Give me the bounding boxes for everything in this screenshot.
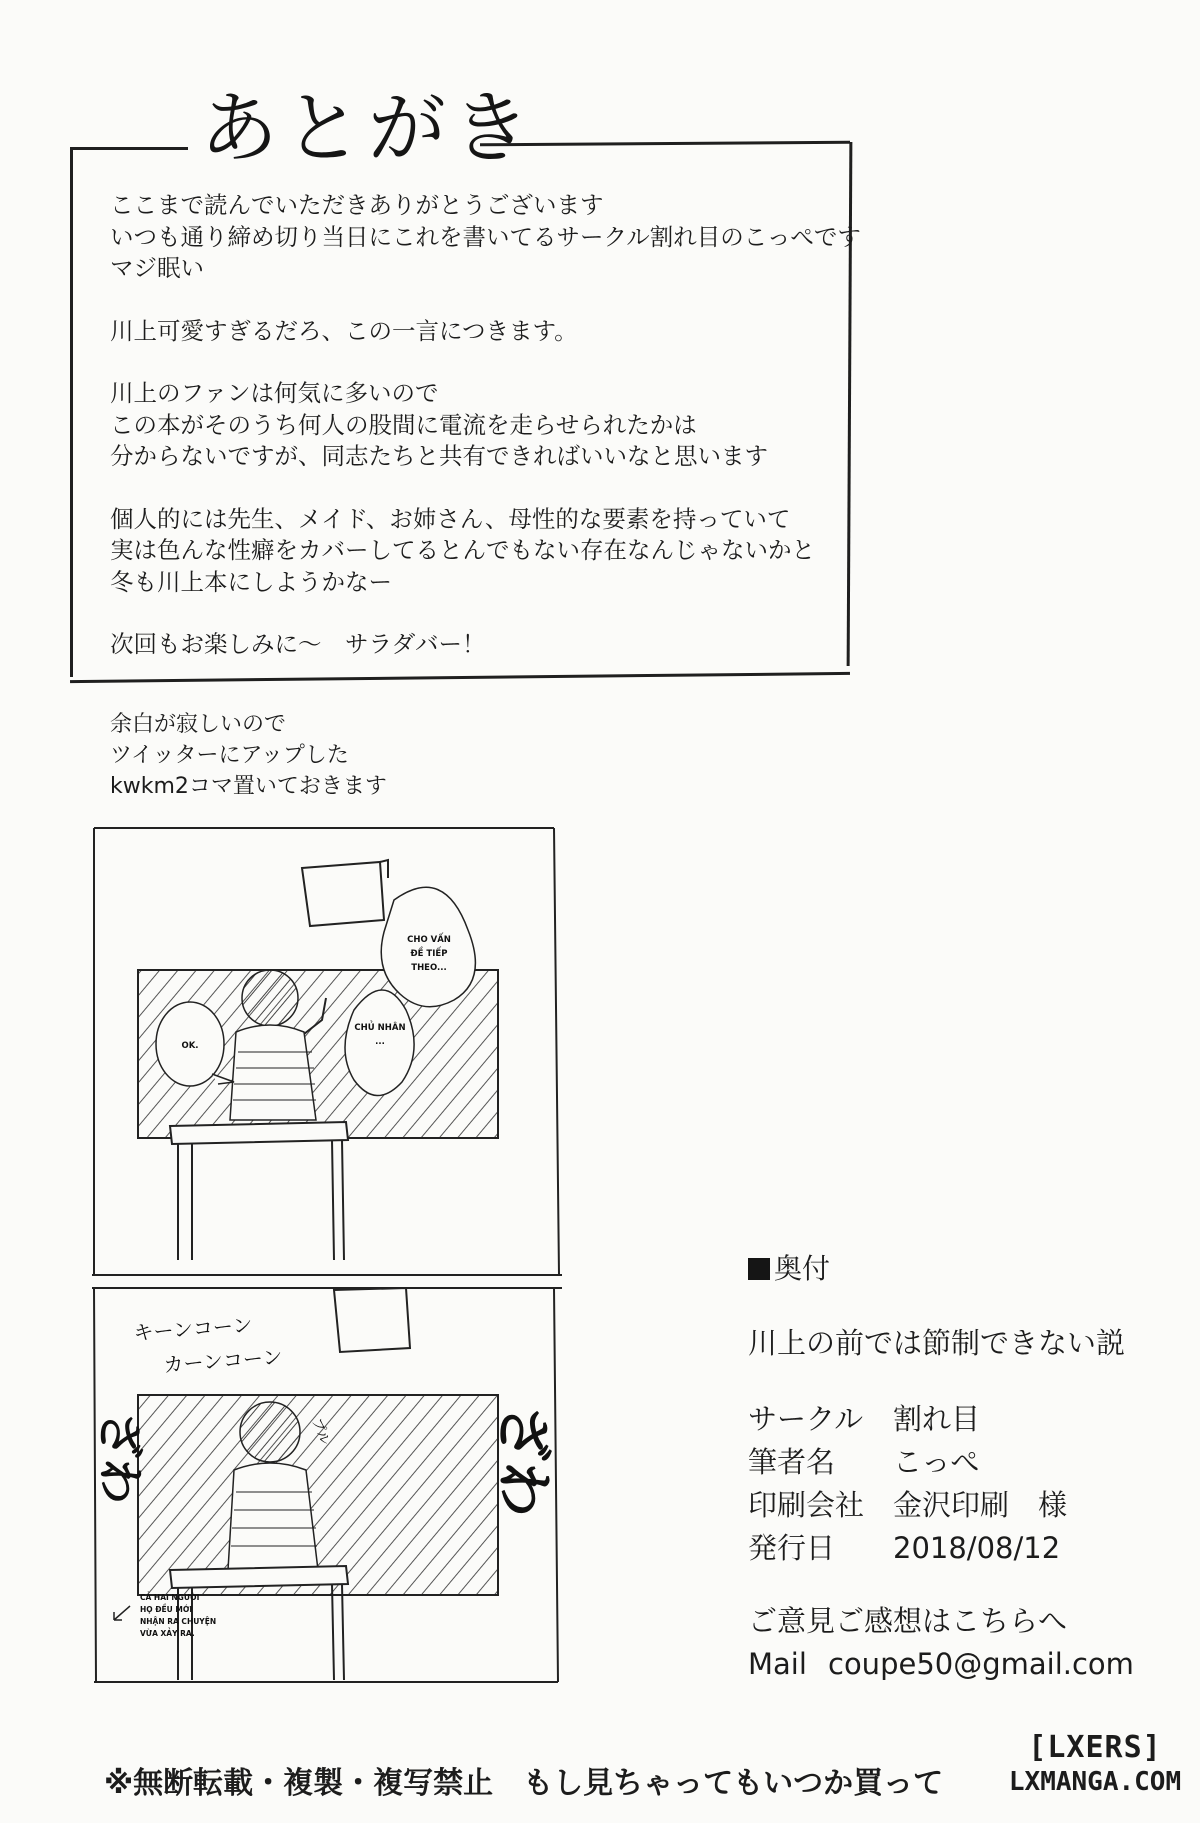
site-watermark: [1000, 1730, 1190, 1798]
afterword-line: ここまで読んでいただきありがとうございます: [110, 191, 604, 219]
afterword-line: 冬も川上本にしようかなー: [110, 567, 392, 596]
colophon-row: [748, 1441, 1168, 1484]
colophon-contact: [748, 1600, 1168, 1686]
trembling-sfx: プル: [308, 1415, 333, 1448]
frame-left: [70, 147, 73, 677]
bubble-right-bottom-line: ...: [375, 1037, 385, 1047]
desk: [170, 1122, 348, 1260]
arrow-icon: [114, 1606, 130, 1620]
afterword-line: 分からないですが、同志たちと共有できればいいなと思います: [110, 442, 768, 470]
caption-line: NHẬN RA CHUYỆN: [140, 1617, 217, 1626]
afterword-body: [110, 190, 870, 692]
afterword-line: 個人的には先生、メイド、お姉さん、母性的な要素を持っていて: [110, 504, 791, 533]
afterword-line: 次回もお楽しみに～ サラダバー！: [110, 630, 486, 658]
caption-line: HỌ ĐỀU MỚI: [140, 1605, 193, 1614]
afterword-line: 川上のファンは何気に多いので: [110, 379, 439, 407]
colophon-heading: 奥付: [748, 1255, 1168, 1283]
comic-strip: [84, 820, 564, 1690]
watermark-line-2: LXMANGA.COM: [1008, 1767, 1182, 1797]
afterword-paragraph: [110, 378, 870, 473]
caption-line: VỪA XẢY RA.: [140, 1629, 195, 1638]
afterword-paragraph: [110, 316, 870, 348]
afterword-paragraph: [110, 504, 870, 599]
afterword-line: 川上可愛すぎるだろ、この一言につきます。: [110, 316, 578, 345]
bubble-right-top-line: CHO VẤN: [407, 935, 451, 945]
colophon-table: [748, 1398, 1168, 1570]
square-bullet-icon: [748, 1258, 770, 1280]
note-line: kwkm2コマ置いておきます: [110, 774, 387, 799]
colophon: [748, 1252, 1168, 1686]
colophon-value: 割れ目: [893, 1402, 981, 1436]
purchase-request: もし見ちゃってもいつか買って: [523, 1766, 944, 1801]
note-line: ツイッターにアップした: [110, 743, 349, 768]
bubble-right-top-line: ĐỀ TIẾP: [410, 949, 448, 959]
bell-sfx-line: カーンコーン: [162, 1344, 284, 1377]
colophon-key: サークル: [748, 1402, 864, 1436]
colophon-key: 印刷会社: [748, 1488, 865, 1522]
afterword-line: 実は色んな性癖をカバーしてるとんでもない存在なんじゃないかと: [110, 536, 815, 564]
bubble-left-text: OK.: [181, 1041, 199, 1051]
zawa-right-sfx: ざわ: [490, 1405, 555, 1517]
colophon-value: 2018/08/12: [893, 1531, 1061, 1565]
colophon-row: [748, 1398, 1168, 1441]
copyright-notice: ※無断転載・複製・複写禁止: [104, 1766, 494, 1801]
bell-sfx-line: キーンコーン: [132, 1312, 254, 1345]
afterword-line: マジ眠い: [110, 254, 204, 282]
mail-row: [748, 1643, 1168, 1686]
afterword-line: いつも通り締め切り当日にこれを書いてるサークル割れ目のこっぺです: [110, 222, 861, 251]
colophon-value: 金沢印刷 様: [893, 1488, 1068, 1522]
footer-notice: [104, 1758, 943, 1802]
bubble-right-bottom-line: CHỦ NHÂN: [354, 1023, 406, 1033]
contact-line: ご意見ご感想はこちらへ: [748, 1604, 1068, 1638]
afterword-line: この本がそのうち何人の股間に電流を走らせられたかは: [110, 410, 697, 439]
colophon-row: [748, 1527, 1168, 1570]
bubble-right-top-line: THEO...: [411, 963, 447, 973]
comic-panel-2: [92, 1288, 562, 1682]
monitor-icon: [302, 862, 384, 926]
mail-address[interactable]: coupe50@gmail.com: [828, 1647, 1134, 1681]
colophon-value: こっぺ: [893, 1445, 980, 1479]
colophon-book-title: 川上の前では節制できない説: [748, 1326, 1126, 1360]
frame-top-left: [70, 147, 188, 150]
watermark-line-1: [LXERS]: [1028, 1730, 1162, 1765]
afterword-paragraph: [110, 190, 870, 285]
colophon-key: 発行日: [748, 1531, 836, 1565]
colophon-key: 筆者名: [748, 1445, 836, 1479]
afterword-title: あとがき: [200, 84, 537, 174]
colophon-row: [748, 1484, 1168, 1527]
comic-panel-1: [92, 828, 562, 1275]
afterword-paragraph: [110, 629, 870, 661]
speech-bubble-right-top: [381, 887, 475, 1006]
zawa-left-sfx: ざわ: [93, 1412, 147, 1504]
margin-note: [110, 709, 387, 802]
note-line: 余白が寂しいので: [110, 712, 287, 737]
mail-label: Mail: [748, 1647, 807, 1681]
monitor-icon: [334, 1288, 410, 1352]
caption-line: CẢ HAI NGƯỜI: [140, 1593, 200, 1602]
